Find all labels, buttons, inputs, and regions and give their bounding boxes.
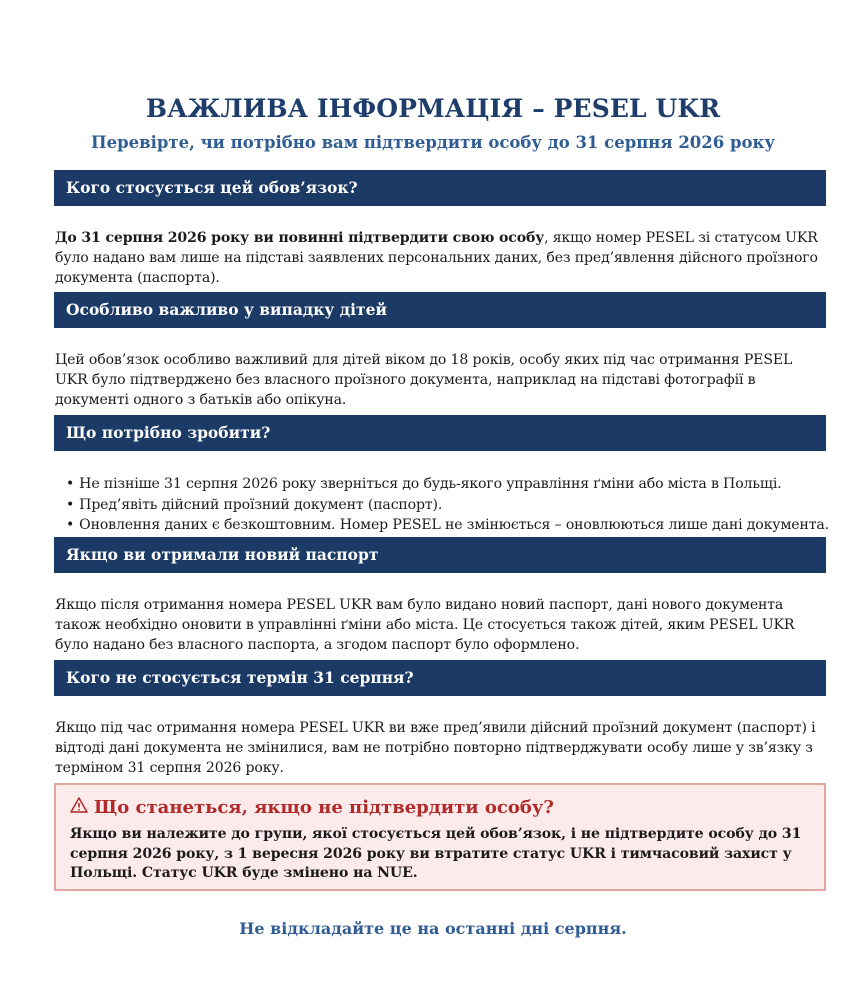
section-heading-children: Особливо важливо у випадку дітей bbox=[54, 292, 826, 328]
section-heading-who: Кого стосується цей обов’язок? bbox=[54, 170, 826, 206]
section-heading-new-passport: Якщо ви отримали новий паспорт bbox=[54, 537, 826, 573]
warning-triangle-icon bbox=[70, 797, 88, 818]
section-text-children: Цей обов’язок особливо важливий для дітей віком до 18 років, особу яких під час отримання PESEL UKR було підтверджено без власного проїзного документа, наприклад на підставі фотографії в документі одного з батьків або опікуна. bbox=[55, 352, 793, 408]
warning-text: Якщо ви належите до групи, якої стосується цей обов’язок, і не підтвердите особу до 31 серпня 2026 року, з 1 вересня 2026 року ви втратите статус UKR і тимчасовий захист у Польщі. Статус UKR буде змінено на NUE. bbox=[70, 826, 802, 881]
footer-note: Не відкладайте це на останні дні серпня. bbox=[239, 919, 627, 938]
list-item: • Не пізніше 31 серпня 2026 року зверніться до будь-якого управління ґміни або міста в Польщі. bbox=[66, 474, 829, 495]
page-subtitle: Перевірте, чи потрібно вам підтвердити особу до 31 серпня 2026 року bbox=[90, 133, 776, 152]
warning-box bbox=[54, 783, 826, 891]
page-title: ВАЖЛИВА ІНФОРМАЦІЯ – PESEL UKR bbox=[145, 94, 721, 123]
warning-title-row bbox=[70, 797, 554, 818]
section-text-new-passport: Якщо після отримання номера PESEL UKR вам було видано новий паспорт, дані нового документа також необхідно оновити в управлінні ґміни або міста. Це стосується також дітей, яким PESEL UKR було надано без власного паспорта, а згодом паспорт було оформлено. bbox=[55, 597, 795, 653]
section-text-who-bold: До 31 серпня 2026 року ви повинні підтвердити свою особу bbox=[55, 230, 545, 246]
list-item: • Оновлення даних є безкоштовним. Номер PESEL не змінюється – оновлюються лише дані документа. bbox=[66, 515, 829, 536]
todo-list bbox=[66, 474, 829, 536]
section-text-who-rest: , якщо номер PESEL зі статусом UKR було надано вам лише на підставі заявлених персональних даних, без пред’явлення дійсного проїзного документа (паспорта). bbox=[55, 230, 818, 286]
section-heading-not-affected: Кого не стосується термін 31 серпня? bbox=[54, 660, 826, 696]
section-text-not-affected: Якщо під час отримання номера PESEL UKR ви вже пред’явили дійсний проїзний документ (паспорт) і відтоді дані документа не змінилися, вам не потрібно повторно підтверджувати особу лише у зв’язку з терміном 31 серпня 2026 року. bbox=[55, 720, 816, 776]
list-item: • Пред’явіть дійсний проїзний документ (паспорт). bbox=[66, 495, 829, 516]
section-text-who bbox=[55, 228, 829, 288]
warning-title: Що станеться, якщо не підтвердити особу? bbox=[94, 797, 554, 818]
section-heading-todo: Що потрібно зробити? bbox=[54, 415, 826, 451]
